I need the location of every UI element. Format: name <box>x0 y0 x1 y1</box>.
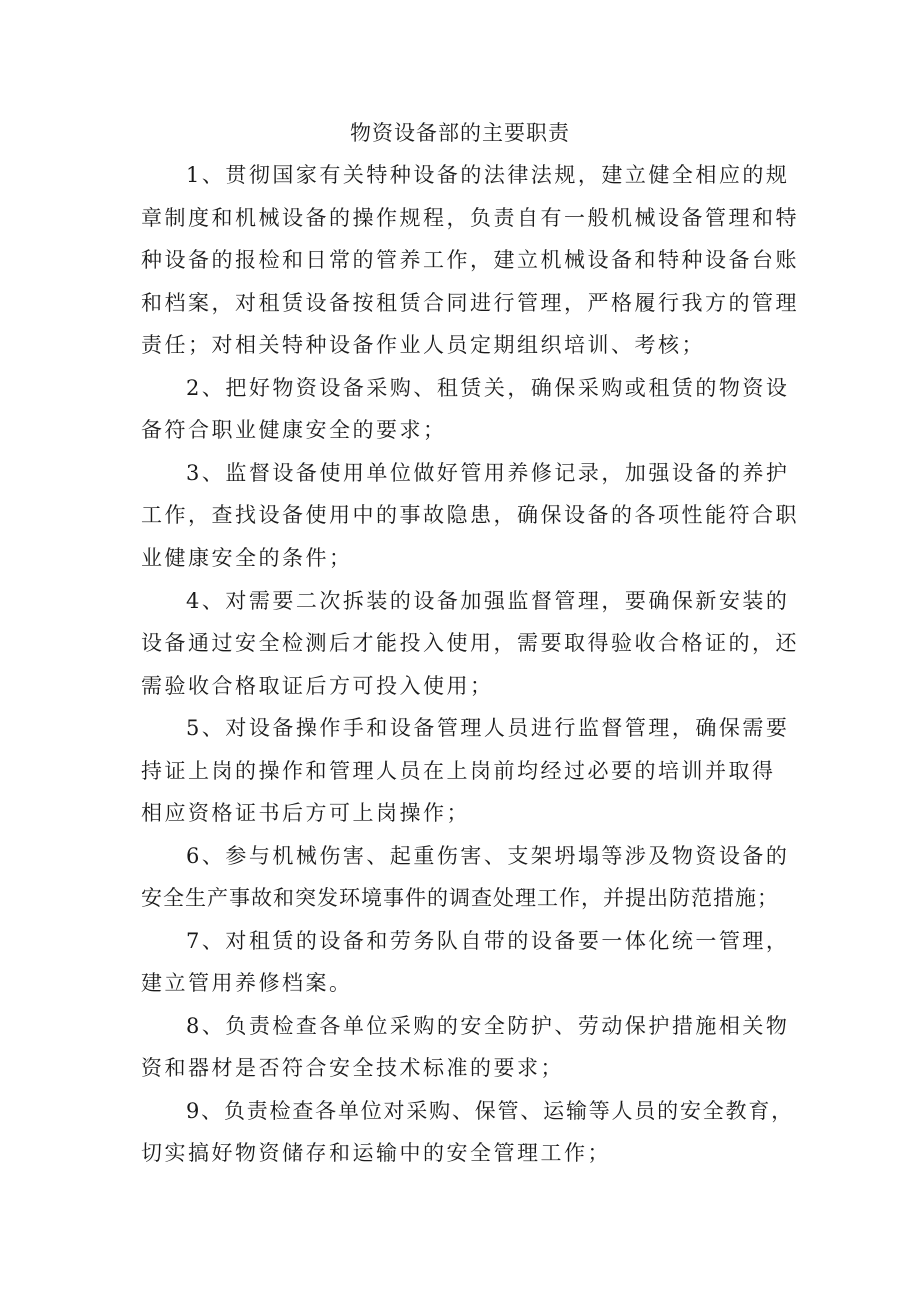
paragraph-6-line-1: 6、参与机械伤害、起重伤害、支架坍塌等涉及物资设备的 <box>186 844 790 868</box>
paragraph-5-line-2: 持证上岗的操作和管理人员在上岗前均经过必要的培训并取得 <box>141 759 776 783</box>
paragraph-2-line-1: 2、把好物资设备采购、租赁关，确保采购或租赁的物资设 <box>186 376 790 400</box>
page-title: 物资设备部的主要职责 <box>350 121 570 145</box>
paragraph-8-line-2: 资和器材是否符合安全技术标准的要求； <box>141 1056 564 1080</box>
paragraph-7-line-2: 建立管用养修档案。 <box>141 971 353 995</box>
paragraph-1-line-1: 1、贯彻国家有关特种设备的法律法规，建立健全相应的规 <box>186 163 790 187</box>
paragraph-9-line-2: 切实搞好物资储存和运输中的安全管理工作； <box>141 1141 611 1165</box>
paragraph-5-line-1: 5、对设备操作手和设备管理人员进行监督管理，确保需要 <box>186 716 790 740</box>
paragraph-4-line-1: 4、对需要二次拆装的设备加强监督管理，要确保新安装的 <box>186 589 790 613</box>
paragraph-2-line-2: 备符合职业健康安全的要求； <box>141 418 447 442</box>
paragraph-3-line-1: 3、监督设备使用单位做好管用养修记录，加强设备的养护 <box>186 461 790 485</box>
paragraph-1-line-3: 种设备的报检和日常的管养工作，建立机械设备和特种设备台账 <box>141 248 799 272</box>
paragraph-8-line-1: 8、负责检查各单位采购的安全防护、劳动保护措施相关物 <box>186 1014 790 1038</box>
paragraph-7-line-1: 7、对租赁的设备和劳务队自带的设备要一体化统一管理， <box>186 929 790 953</box>
paragraph-1-line-2: 章制度和机械设备的操作规程，负责自有一般机械设备管理和特 <box>141 206 799 230</box>
paragraph-1-line-4: 和档案，对租赁设备按租赁合同进行管理，严格履行我方的管理 <box>141 291 799 315</box>
paragraph-9-line-1: 9、负责检查各单位对采购、保管、运输等人员的安全教育， <box>186 1099 794 1123</box>
paragraph-3-line-2: 工作，查找设备使用中的事故隐患，确保设备的各项性能符合职 <box>141 503 799 527</box>
paragraph-5-line-3: 相应资格证书后方可上岗操作； <box>141 801 470 825</box>
paragraph-4-line-2: 设备通过安全检测后才能投入使用，需要取得验收合格证的，还 <box>141 631 799 655</box>
paragraph-3-line-3: 业健康安全的条件； <box>141 546 353 570</box>
paragraph-6-line-2: 安全生产事故和突发环境事件的调查处理工作，并提出防范措施； <box>141 886 779 910</box>
paragraph-4-line-3: 需验收合格取证后方可投入使用； <box>141 674 494 698</box>
paragraph-1-line-5: 责任；对相关特种设备作业人员定期组织培训、考核； <box>141 333 705 357</box>
